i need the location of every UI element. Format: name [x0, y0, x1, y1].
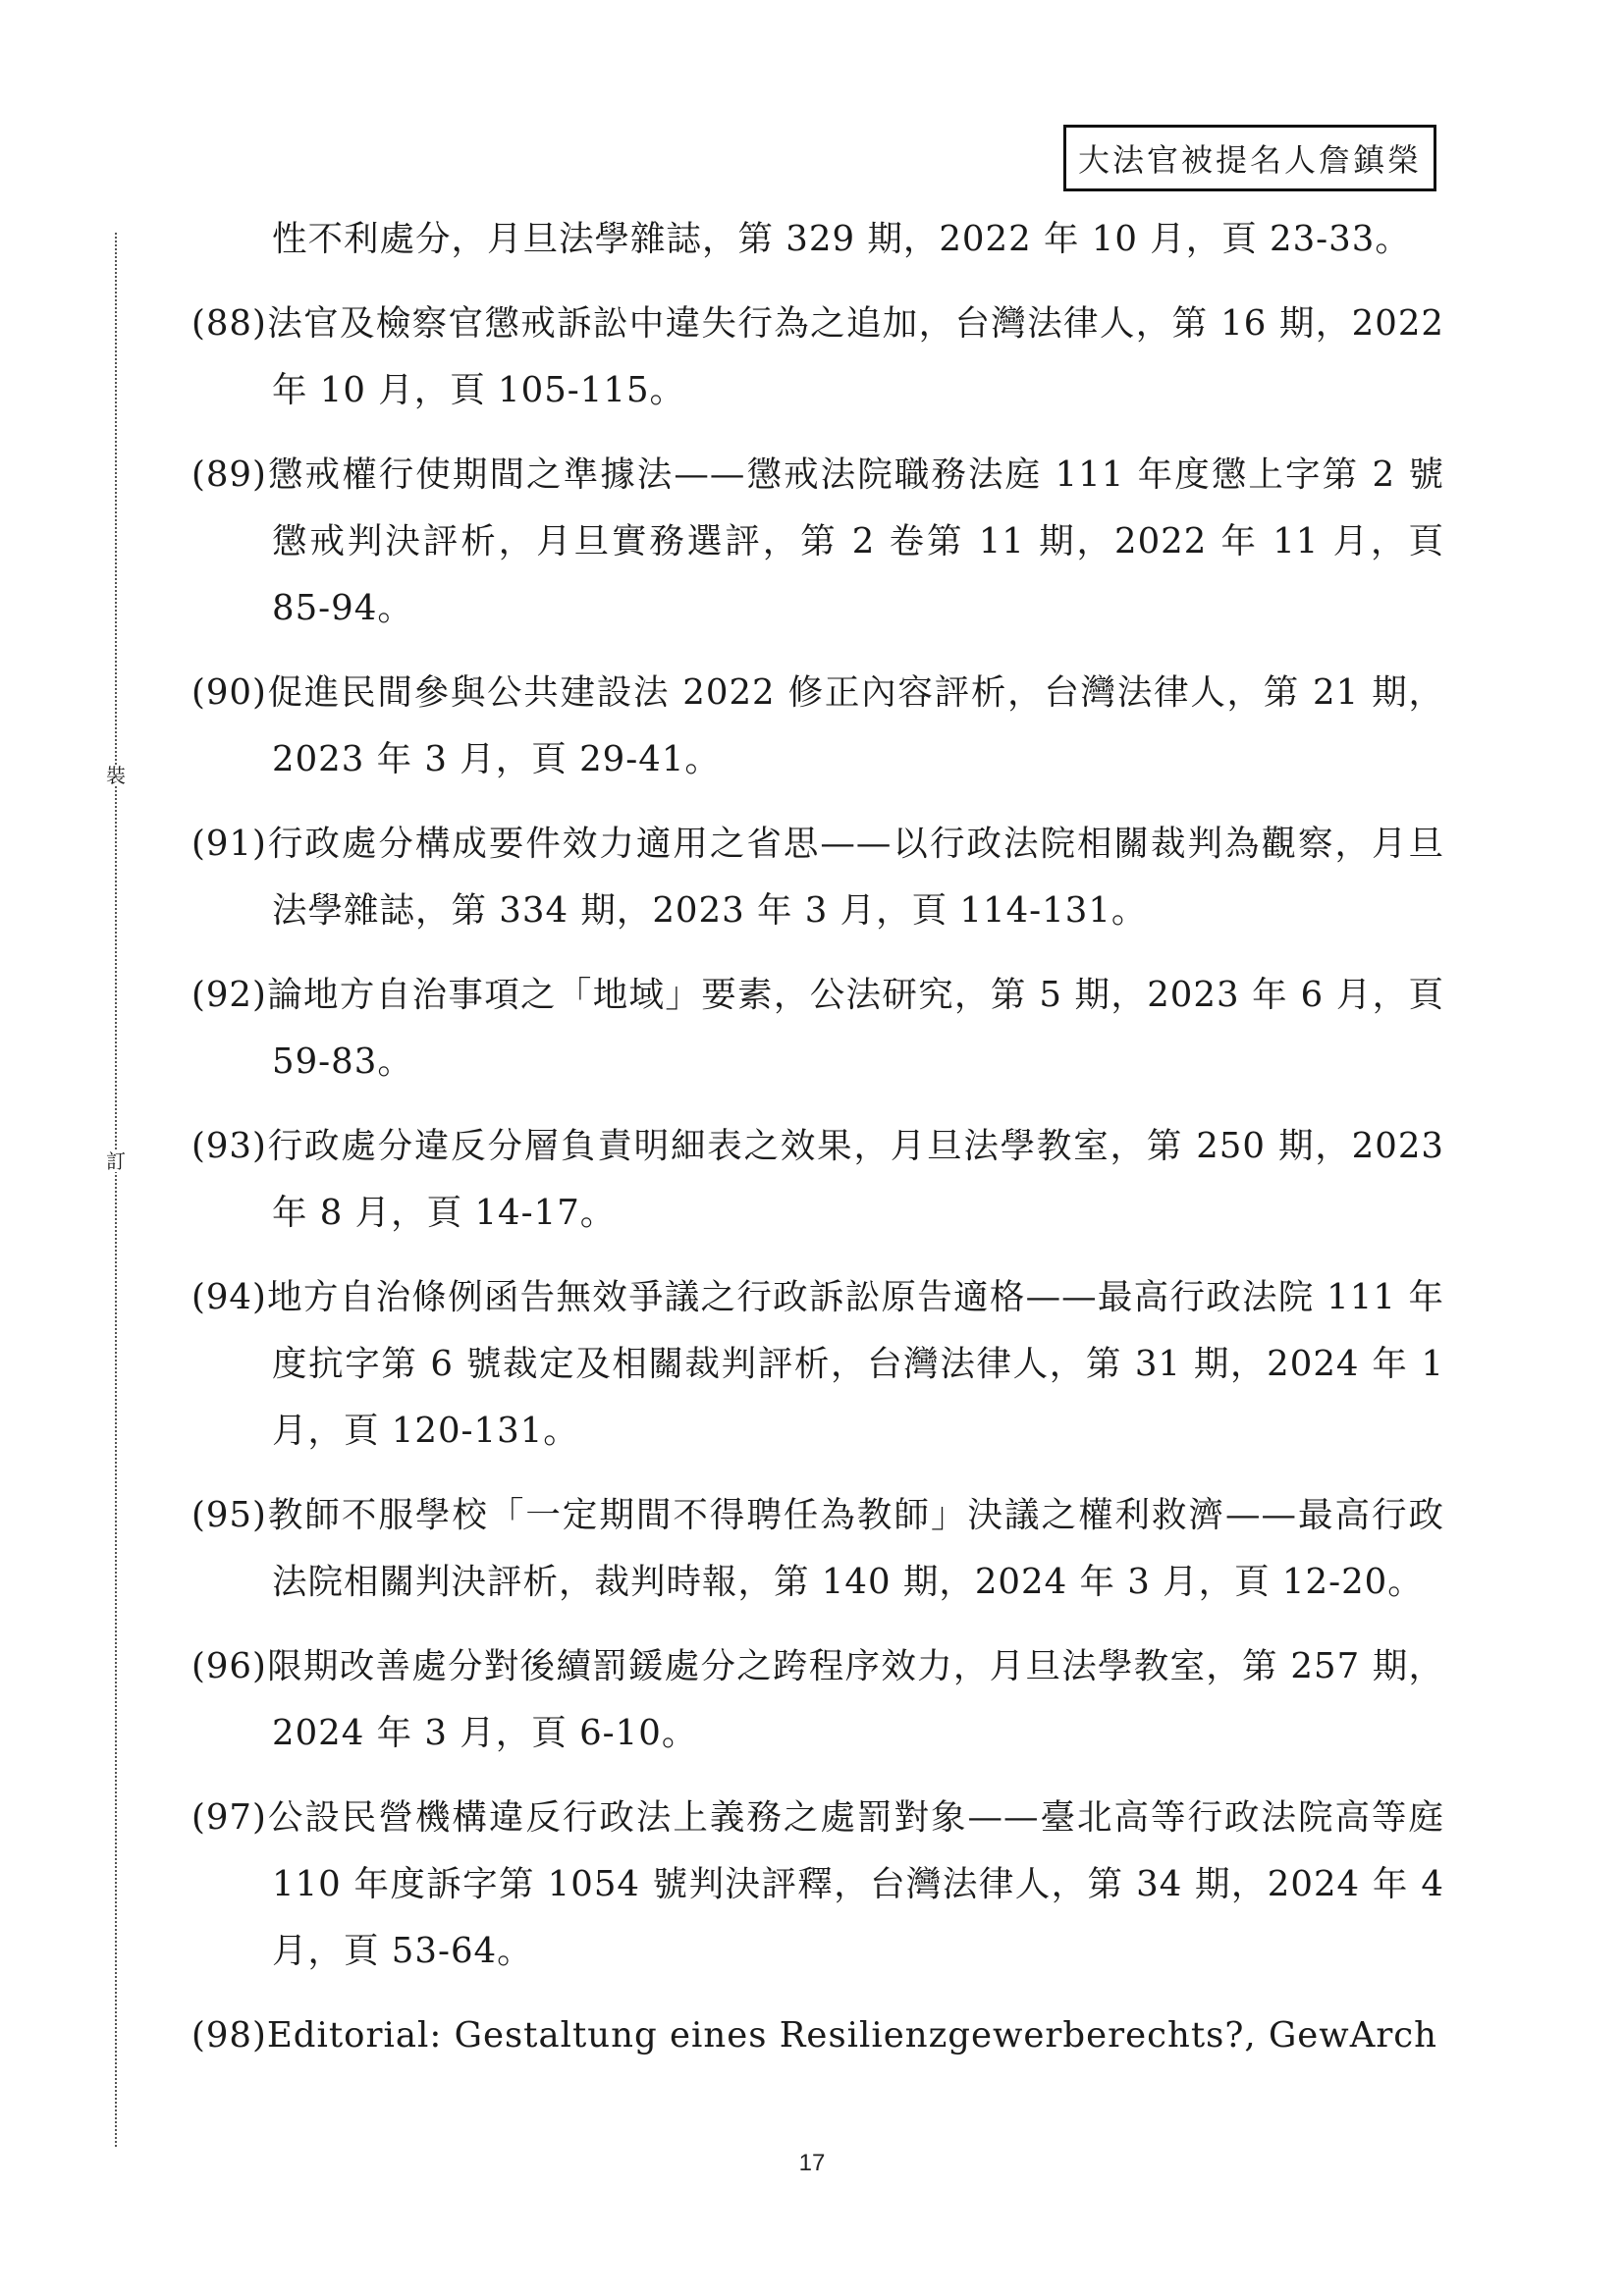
- reference-list: [191, 206, 1444, 2087]
- reference-number: (91): [191, 824, 267, 864]
- reference-item: [191, 660, 1444, 793]
- reference-number: (97): [191, 1797, 267, 1838]
- reference-number: (88): [191, 303, 267, 344]
- reference-number: (92): [191, 975, 267, 1015]
- reference-text: 行政處分違反分層負責明細表之效果，月旦法學教室，第 250 期，2023 年 8 月，頁 14-17。: [266, 1126, 1444, 1233]
- reference-text: 促進民間參與公共建設法 2022 修正內容評析，台灣法律人，第 21 期，2023 年 3 月，頁 29-41。: [266, 672, 1444, 779]
- reference-text: 地方自治條例函告無效爭議之行政訴訟原告適格——最高行政法院 111 年度抗字第 6 號裁定及相關裁判評析，台灣法律人，第 31 期，2024 年 1 月，頁 120-131。: [266, 1277, 1444, 1451]
- reference-number: (95): [191, 1495, 267, 1535]
- reference-text: 教師不服學校「一定期間不得聘任為教師」決議之權利救濟——最高行政法院相關判決評析，裁判時報，第 140 期，2024 年 3 月，頁 12-20。: [266, 1495, 1444, 1602]
- reference-item: [191, 1113, 1444, 1247]
- reference-item: [191, 811, 1444, 944]
- binding-mark-bottom: 訂: [101, 1150, 131, 1172]
- document-header-label: 大法官被提名人詹鎮榮: [1063, 125, 1436, 191]
- reference-text: 懲戒權行使期間之準據法——懲戒法院職務法庭 111 年度懲上字第 2 號懲戒判決評析，月旦實務選評，第 2 卷第 11 期，2022 年 11 月，頁 85-94。: [266, 454, 1444, 628]
- reference-number: (90): [191, 672, 267, 713]
- reference-text: 論地方自治事項之「地域」要素，公法研究，第 5 期，2023 年 6 月，頁 59-83。: [266, 975, 1444, 1082]
- page-number: 17: [798, 2150, 826, 2176]
- reference-number: (98): [191, 2015, 267, 2056]
- reference-item: [191, 2002, 1444, 2069]
- reference-number: (94): [191, 1277, 267, 1317]
- reference-item: [191, 1482, 1444, 1616]
- reference-item: [191, 1785, 1444, 1985]
- reference-text: 法官及檢察官懲戒訴訟中違失行為之追加，台灣法律人，第 16 期，2022 年 10 月，頁 105-115。: [266, 303, 1444, 410]
- reference-item: [191, 442, 1444, 642]
- continuation-text: 性不利處分，月旦法學雜誌，第 329 期，2022 年 10 月，頁 23-33。: [272, 219, 1411, 259]
- reference-item: [191, 1264, 1444, 1465]
- reference-text: 行政處分構成要件效力適用之省思——以行政法院相關裁判為觀察，月旦法學雜誌，第 334 期，2023 年 3 月，頁 114-131。: [266, 824, 1444, 931]
- reference-item: [191, 291, 1444, 424]
- reference-number: (93): [191, 1126, 267, 1166]
- reference-text: 公設民營機構違反行政法上義務之處罰對象——臺北高等行政法院高等庭 110 年度訴字第 1054 號判決評釋，台灣法律人，第 34 期，2024 年 4 月，頁 53-64。: [266, 1797, 1444, 1971]
- reference-item: [191, 962, 1444, 1095]
- binding-margin-line: [115, 233, 117, 2147]
- reference-text: Editorial: Gestaltung eines Resilienzgewerberechts?, GewArch: [266, 2015, 1438, 2056]
- binding-mark-top: 裝: [101, 765, 131, 786]
- reference-number: (96): [191, 1646, 267, 1686]
- reference-number: (89): [191, 454, 267, 495]
- reference-text: 限期改善處分對後續罰鍰處分之跨程序效力，月旦法學教室，第 257 期，2024 年 3 月，頁 6-10。: [266, 1646, 1444, 1753]
- reference-item: [191, 1633, 1444, 1767]
